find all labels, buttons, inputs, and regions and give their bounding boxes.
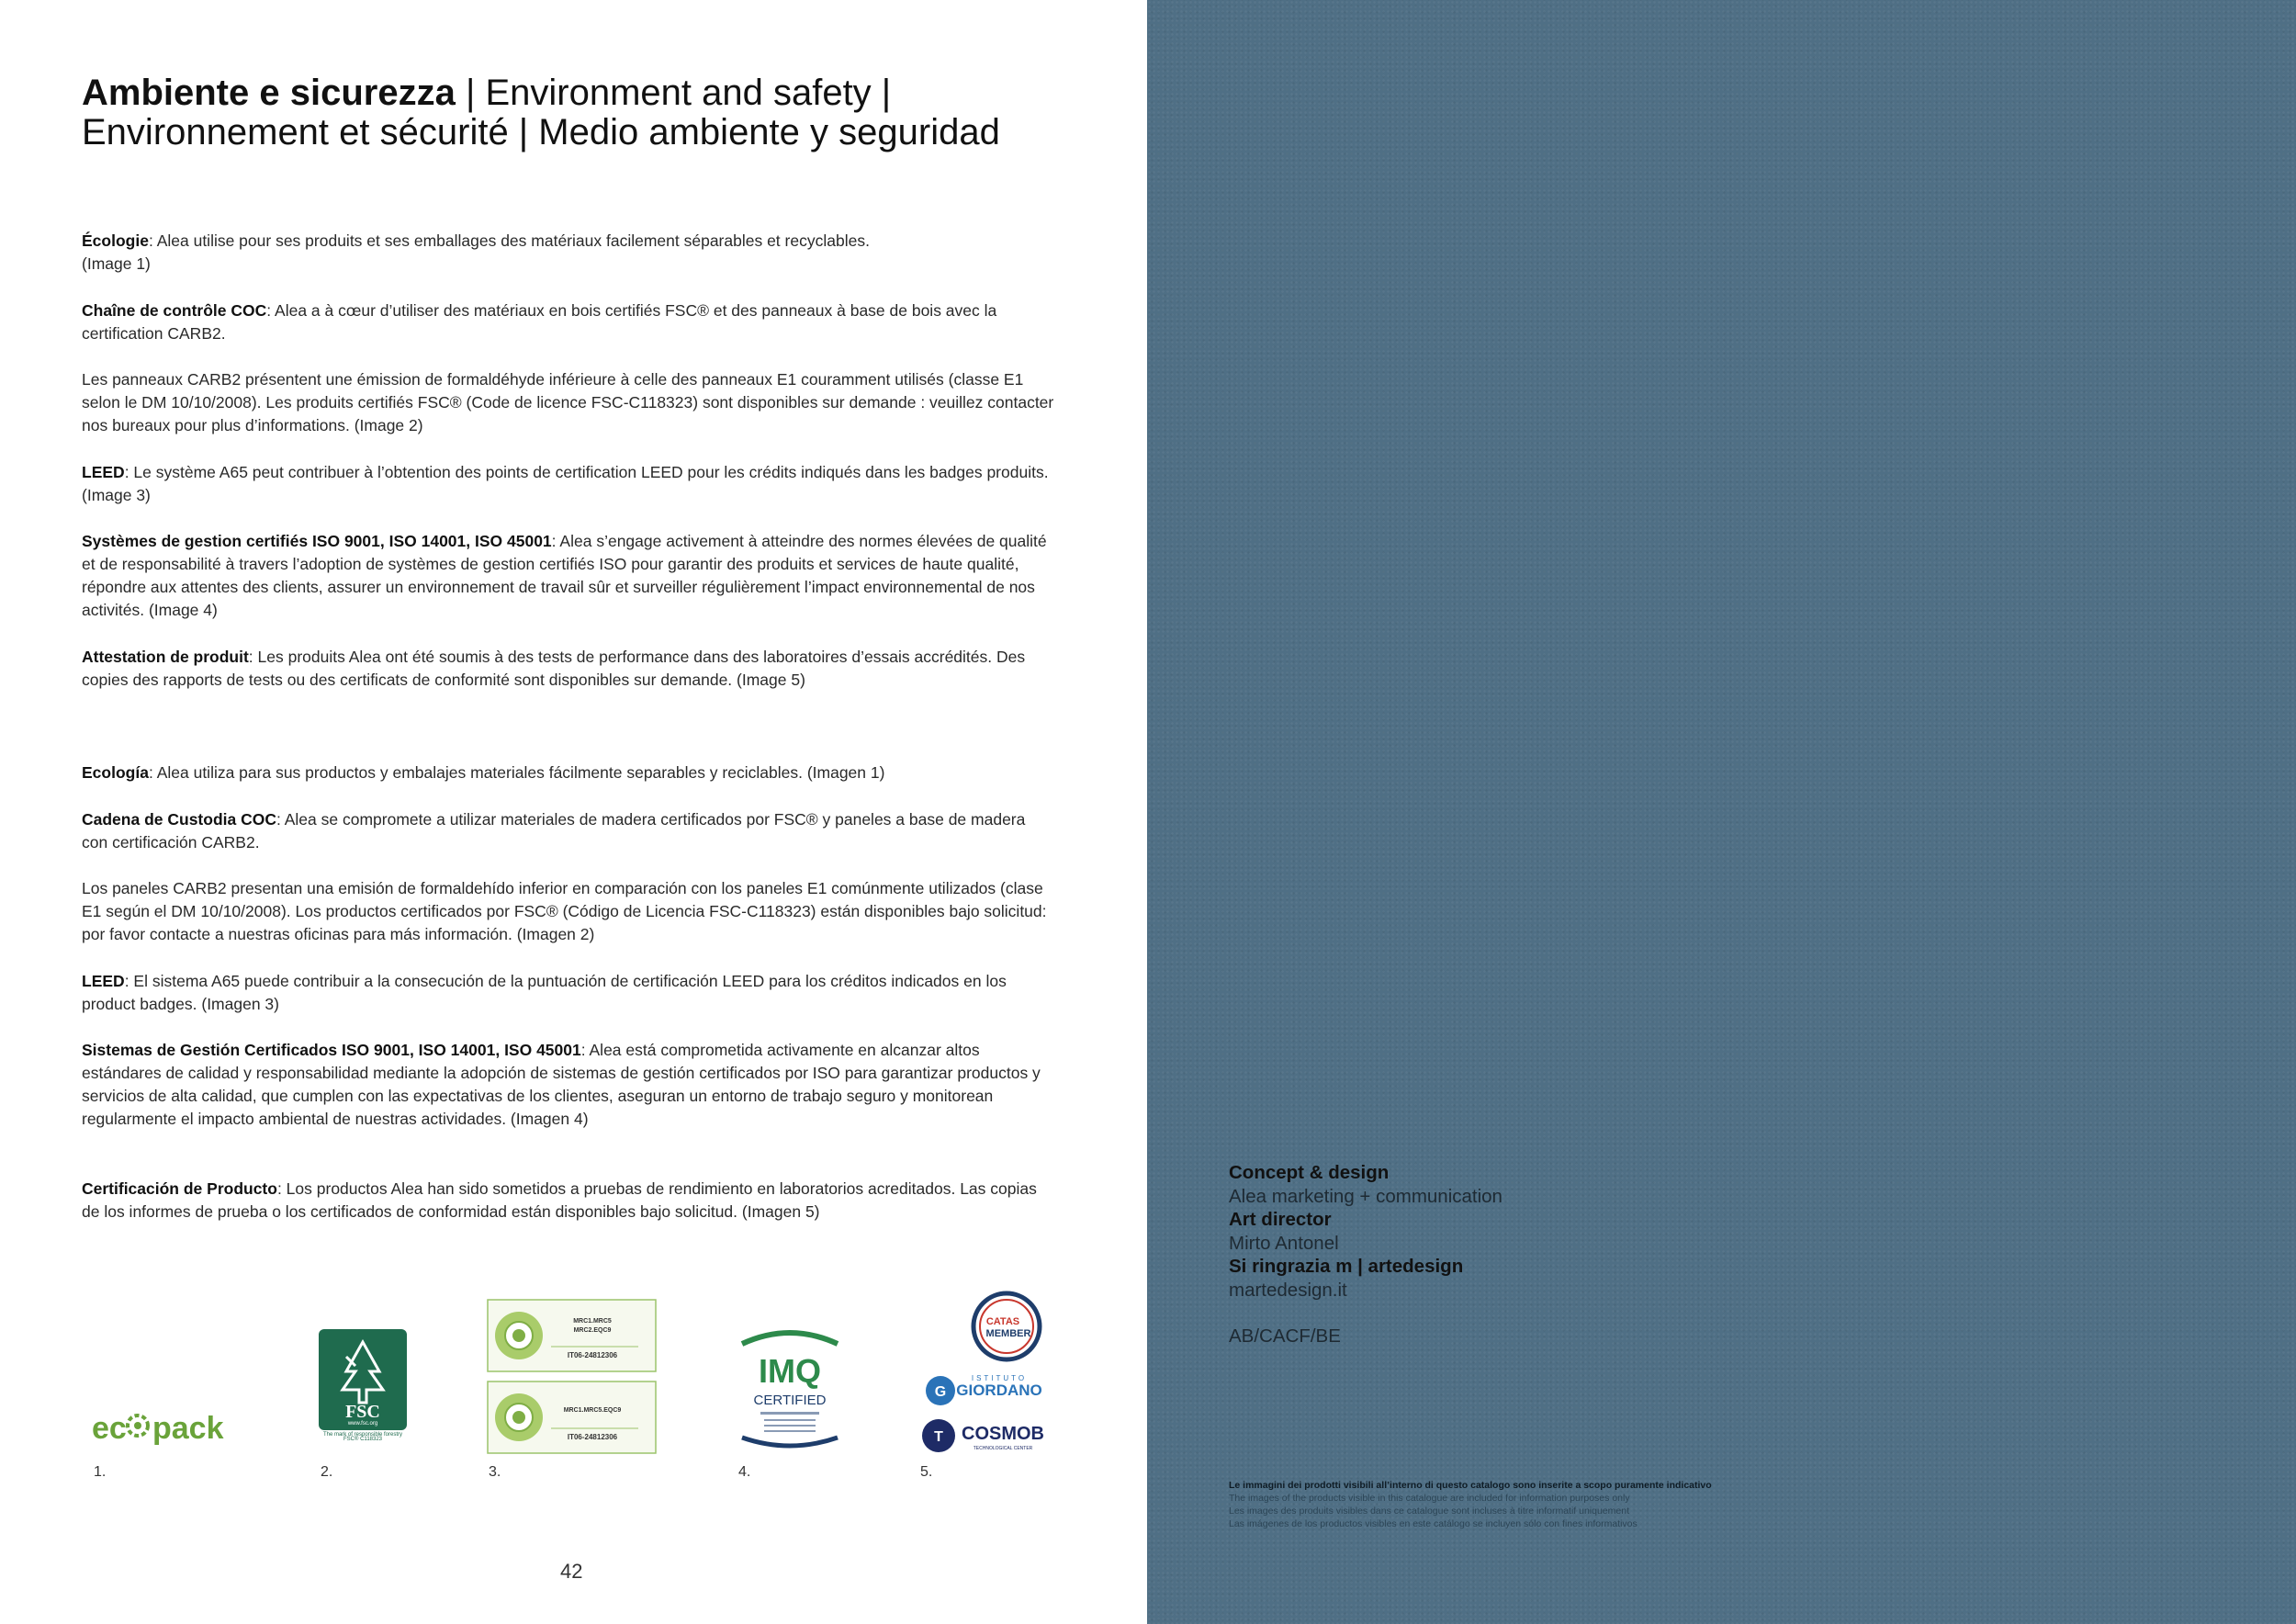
es-carb2: Los paneles CARB2 presentan una emisión de formaldehído inferior en comparación con los paneles E1 comúnmente utilizados (clase E1 según el DM 10/10/2008). Los productos certificados por FSC® (Código de Licencia FSC-C118323) están disponibles bajo solicitud: por favor contacte a nuestras oficinas para más información. (Imagen 2) — [82, 879, 1047, 943]
logo-number-2: 2. — [321, 1464, 333, 1480]
title-bold: Ambiente e sicurezza — [82, 73, 456, 113]
svg-text:MEMBER: MEMBER — [985, 1328, 1031, 1339]
svg-text:IT06-24812306: IT06-24812306 — [567, 1433, 618, 1441]
logo-number-1: 1. — [94, 1464, 107, 1480]
svg-text:IMQ: IMQ — [759, 1352, 821, 1390]
svg-text:TECHNOLOGICAL CENTER: TECHNOLOGICAL CENTER — [973, 1446, 1033, 1451]
fr-iso: Systèmes de gestion certifiés ISO 9001, ISO 14001, ISO 45001: Alea s’engage activement à atteindre des normes élevées de qualité et de responsabilité à travers l’adoption de systèmes de gestion certifiés ISO pour garantir des produits et services de haute qualité, répondre aux attentes des clients, assurer un environnement de travail sûr et surveiller régulièrement l’impact environnemental de nos activités. (Image 4) — [82, 532, 1047, 619]
left-page — [0, 0, 1147, 1624]
title-rest: | Environment and safety | — [455, 73, 892, 113]
svg-text:CATAS: CATAS — [985, 1316, 1020, 1327]
svg-text:pack: pack — [152, 1411, 224, 1446]
svg-text:CERTIFIED: CERTIFIED — [753, 1393, 827, 1408]
title-line2: Environnement et sécurité | Medio ambiente y seguridad — [82, 112, 1000, 152]
svg-text:ISTITUTO: ISTITUTO — [971, 1374, 1028, 1382]
svg-text:G: G — [934, 1384, 947, 1400]
ecopack-icon — [92, 1405, 266, 1451]
fr-coc: Chaîne de contrôle COC: Alea a à cœur d’utiliser des matériaux en bois certifiés FSC® et des panneaux à base de bois avec la certification CARB2. — [82, 301, 997, 343]
catas-giordano-cosmob-logos — [918, 1290, 1065, 1455]
disclaimer-it: Le immagini dei prodotti visibili all’interno di questo catalogo sono inserite a scopo puramente indicativo — [1229, 1480, 1712, 1491]
es-certificacion: Certificación de Producto: Los productos Alea han sido sometidos a pruebas de rendimiento en laboratorios acreditados. Las copias de los informes de prueba o los certificados de conformidad están disponibles bajo solicitud. (Imagen 5) — [82, 1179, 1037, 1221]
svg-text:MRC1.MRC5: MRC1.MRC5 — [573, 1318, 612, 1325]
disclaimer-en: The images of the products visible in this catalogue are included for information purposes only — [1229, 1493, 1630, 1504]
imq-certified-icon — [733, 1325, 847, 1454]
credit-value: Mirto Antonel — [1229, 1232, 1339, 1254]
image-disclaimer — [1229, 1479, 1872, 1530]
disclaimer-es: Las imágenes de los productos visibles en este catálogo se incluyen sólo con fines informativos — [1229, 1518, 1638, 1529]
credits-block — [1229, 1161, 1780, 1348]
page-title — [82, 73, 1092, 152]
svg-text:IT06-24812306: IT06-24812306 — [567, 1351, 618, 1359]
logo-number-5: 5. — [920, 1464, 933, 1480]
es-iso: Sistemas de Gestión Certificados ISO 9001, ISO 14001, ISO 45001: Alea está comprometida activamente en alcanzar altos estándares de calidad y responsabilidad mediante la adopción de sistemas de gestión certificados por ISO para garantizar productos y servicios de alta calidad, que cumplen con las expectativas de los clientes, aseguran un entorno de trabajo seguro y monitorean regularmente el impacto ambiental de nuestras actividades. (Imagen 4) — [82, 1041, 1041, 1128]
leed-badges — [487, 1299, 657, 1455]
logo-number-3: 3. — [489, 1464, 501, 1480]
svg-text:GIORDANO: GIORDANO — [956, 1382, 1042, 1399]
es-ecologia: Ecología: Alea utiliza para sus productos y embalajes materiales fácilmente separables y reciclables. (Imagen 1) — [82, 763, 885, 782]
page-number: 42 — [560, 1560, 583, 1583]
leed-badge-icon — [487, 1299, 657, 1455]
svg-text:FSC: FSC — [345, 1402, 380, 1422]
svg-text:ec: ec — [92, 1411, 127, 1446]
svg-text:MRC2.EQC9: MRC2.EQC9 — [573, 1327, 612, 1334]
imq-logo — [733, 1325, 847, 1454]
credits-code: AB/CACF/BE — [1229, 1325, 1341, 1347]
credit-label: Art director — [1229, 1209, 1332, 1230]
fr-ecologie: Écologie: Alea utilise pour ses produits et ses emballages des matériaux facilement séparables et recyclables. (Image 1) — [82, 231, 870, 273]
es-coc: Cadena de Custodia COC: Alea se compromete a utilizar materiales de madera certificados por FSC® y paneles a base de madera con certificación CARB2. — [82, 810, 1026, 851]
catas-member-icon — [918, 1290, 1065, 1455]
fsc-logo — [319, 1329, 407, 1454]
logo-number-4: 4. — [738, 1464, 751, 1480]
credit-value: Alea marketing + communication — [1229, 1185, 1503, 1207]
fr-attestation: Attestation de produit: Les produits Alea ont été soumis à des tests de performance dans des laboratoires d’essais accrédités. Des copies des rapports de tests ou des certificats de conformité sont disponibles sur demande. (Image 5) — [82, 648, 1026, 689]
ecopack-logo — [92, 1405, 266, 1451]
disclaimer-fr: Les images des produits visibles dans ce catalogue sont incluses à titre informatif uniquement — [1229, 1506, 1629, 1517]
fr-leed: LEED: Le système A65 peut contribuer à l’obtention des points de certification LEED pour les crédits indiqués dans les badges produits. (Image 3) — [82, 463, 1049, 504]
credit-value: martedesign.it — [1229, 1279, 1347, 1301]
credit-label: Si ringrazia m | artedesign — [1229, 1256, 1464, 1277]
svg-text:COSMOB: COSMOB — [962, 1424, 1044, 1444]
svg-text:MRC1.MRC5.EQC9: MRC1.MRC5.EQC9 — [563, 1407, 622, 1414]
credit-label: Concept & design — [1229, 1162, 1390, 1183]
fsc-caption: The mark of responsible forestry — [322, 1432, 403, 1438]
es-leed: LEED: El sistema A65 puede contribuir a la consecución de la puntuación de certificación LEED para los créditos indicados en los product badges. (Imagen 3) — [82, 972, 1007, 1013]
svg-text:FSC® C118323: FSC® C118323 — [343, 1437, 382, 1442]
fr-carb2: Les panneaux CARB2 présentent une émission de formaldéhyde inférieure à celle des panneaux E1 couramment utilisés (classe E1 selon le DM 10/10/2008). Les produits certifiés FSC® (Code de licence FSC-C118323) sont disponibles sur demande : veuillez contacter nos bureaux pour plus d’informations. (Image 2) — [82, 370, 1054, 434]
svg-text:www.fsc.org: www.fsc.org — [347, 1421, 378, 1427]
svg-text:T: T — [934, 1429, 943, 1445]
right-page — [1147, 0, 2296, 1624]
